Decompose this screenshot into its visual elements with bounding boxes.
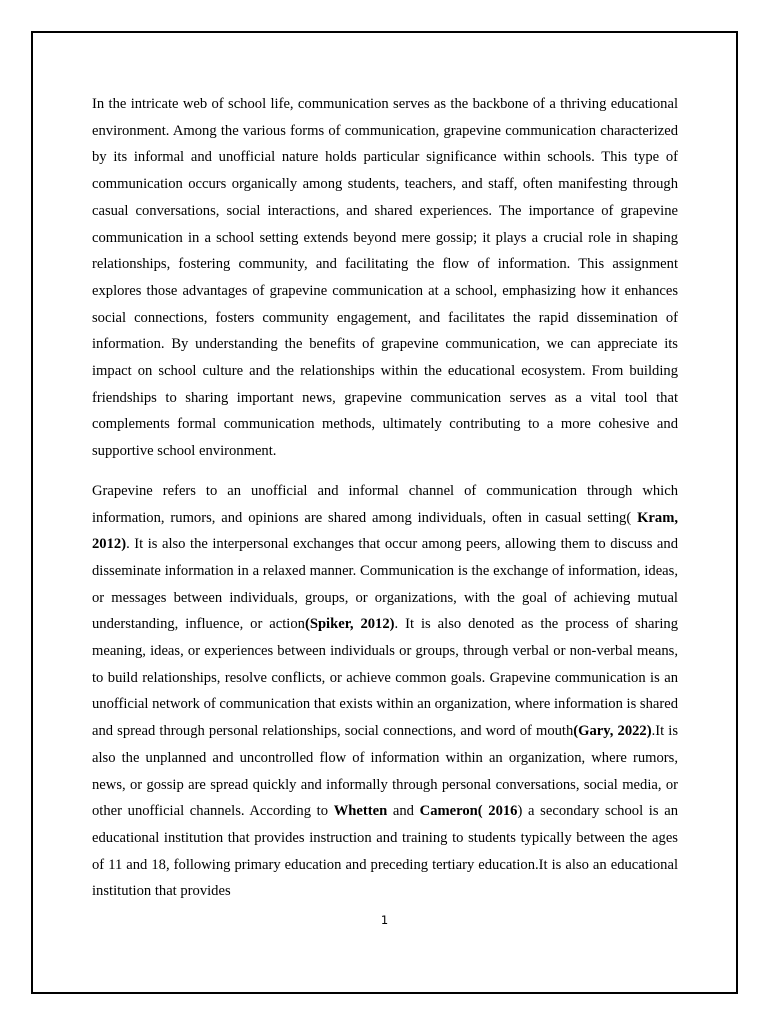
paragraph-2-segment-1: Grapevine refers to an unofficial and informal channel of communication through which information, rumors, and opinions are shared among individuals, often in casual setting( xyxy=(92,482,678,526)
paragraph-2-segment-6: ) a secondary school is an educational institution that provides instruction and training to students typically between the ages of 11 and 18, following primary education and preceding tertiary education.It is also an educational institution that provides xyxy=(92,803,678,900)
citation-cameron: Cameron( 2016 xyxy=(419,803,518,820)
page-number: 1 xyxy=(380,913,389,927)
paragraph-introduction xyxy=(92,91,678,465)
citation-kram: Kram, 2012) xyxy=(92,509,678,553)
paragraph-1-text: In the intricate web of school life, communication serves as the backbone of a thriving educational environment. Among the various forms of communication, grapevine communication characterized by its informal and unofficial nature holds particular significance within schools. This type of communication occurs organically among students, teachers, and staff, often manifesting through casual conversations, social interactions, and shared experiences. The importance of grapevine communication in a school setting extends beyond mere gossip; it plays a crucial role in shaping relationships, fostering community, and facilitating the flow of information. This assignment explores those advantages of grapevine communication at a school, emphasizing how it enhances social connections, fosters community engagement, and facilitates the rapid dissemination of information. By understanding the benefits of grapevine communication, we can appreciate its impact on school culture and the relationships within the educational ecosystem. From building friendships to sharing important news, grapevine communication serves as a vital tool that complements formal communication methods, ultimately contributing to a more cohesive and supportive school environment. xyxy=(92,96,678,460)
paragraph-2-segment-5: and xyxy=(387,803,420,820)
paragraph-2-segment-2: . It is also the interpersonal exchanges that occur among peers, allowing them to discuss and disseminate information in a relaxed manner. Communication is the exchange of information, ideas, or messages between individuals, groups, or organizations, with the goal of achieving mutual understanding, influence, or action xyxy=(92,536,678,633)
document-page xyxy=(31,31,738,994)
paragraph-definitions xyxy=(92,478,678,905)
citation-spiker: (Spiker, 2012) xyxy=(304,616,395,633)
citation-whetten: Whetten xyxy=(333,803,388,820)
document-body xyxy=(92,91,678,905)
paragraph-2-segment-3: . It is also denoted as the process of sharing meaning, ideas, or experiences between individuals or groups, through verbal or non-verbal means, to build relationships, resolve conflicts, or achieve common goals. Grapevine communication is an unofficial network of communication that exists within an organization, where information is shared and spread through personal relationships, social connections, and word of mouth xyxy=(92,616,678,740)
paragraph-2-segment-4: .It is also the unplanned and uncontrolled flow of information within an organization, where rumors, news, or gossip are spread quickly and informally through personal conversations, social media, or other unofficial channels. According to xyxy=(92,723,679,820)
citation-gary: (Gary, 2022) xyxy=(573,723,652,740)
